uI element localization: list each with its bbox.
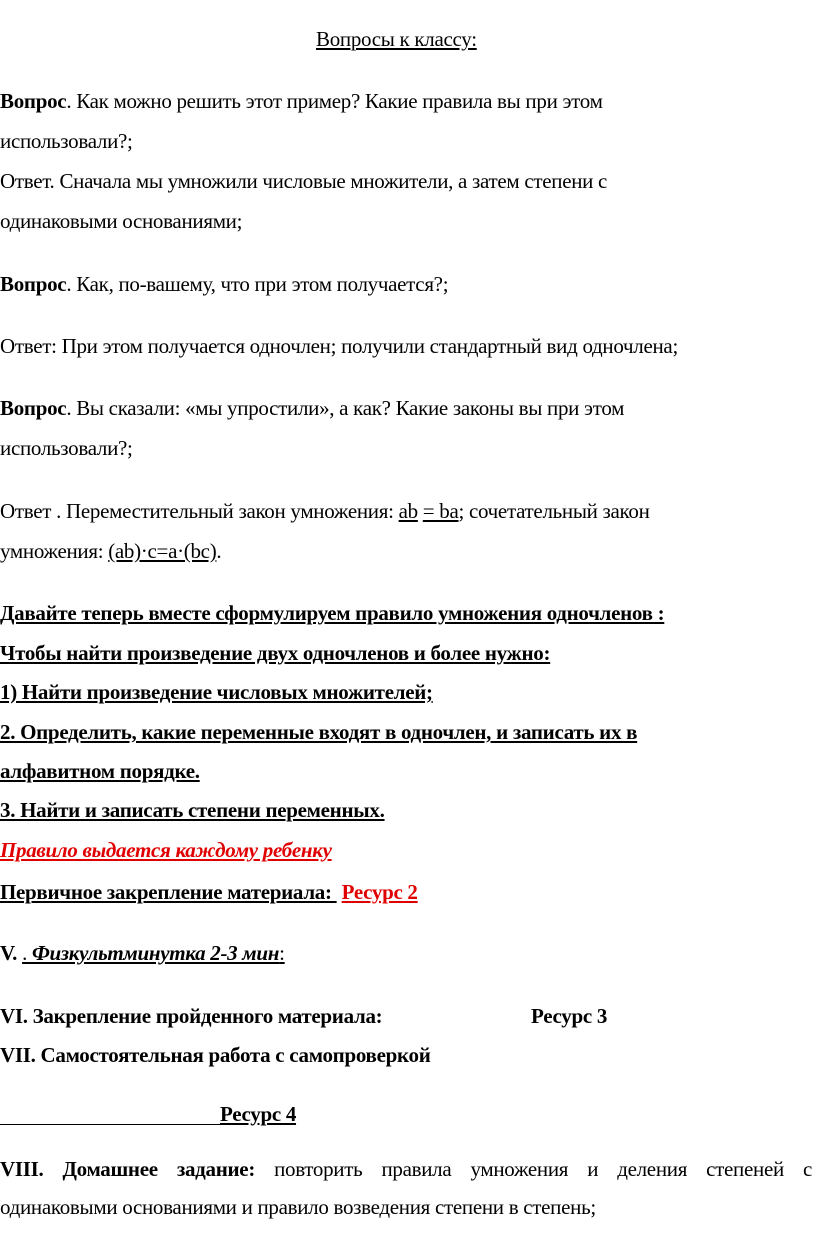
section-7: VII. Самостоятельная работа с самопроверкой [0,1043,431,1067]
question-label: Вопрос [0,396,67,420]
question-text: . Как можно решить этот пример? Какие правила вы при этом [66,89,603,113]
section-number: V. [0,941,23,965]
answer-3-cont [0,539,221,563]
question-3 [0,396,624,420]
resource-link[interactable]: Ресурс 2 [341,880,418,904]
question-1-cont: использовали?; [0,129,133,153]
rule-intro: Давайте теперь вместе сформулируем правило умножения одночленов : [0,601,665,625]
question-text: . Вы сказали: «мы упростили», а как? Какие законы вы при этом [66,396,625,420]
answer-2: Ответ: При этом получается одночлен; получили стандартный вид одночлена; [0,334,678,358]
section-6: VI. Закрепление пройденного материала: [0,1004,383,1028]
separator: : [279,941,285,965]
question-1 [0,89,603,113]
homework-text: повторить правила умножения и деления степеней с [255,1157,812,1181]
answer-1-cont: одинаковыми основаниями; [0,209,243,233]
rule-note: Правило выдается каждому ребенку [0,838,332,862]
resource-3[interactable]: Ресурс 3 [531,1004,608,1028]
homework-label: VIII. Домашнее задание: [0,1157,256,1181]
page-title: Вопросы к классу: [316,27,477,51]
answer-text: Ответ . Переместительный закон умножения: [0,499,399,523]
rule-step-3: 3. Найти и записать степени переменных. [0,798,385,822]
blank-underline [0,1124,220,1125]
section-5 [0,941,285,965]
question-2 [0,272,448,296]
answer-text: умножения: [0,539,109,563]
formula-associative: (ab)·c=a·(bc) [108,539,217,563]
rule-step-1: 1) Найти произведение числовых множителей; [0,680,433,704]
section-title: Физкультминутка 2-3 мин [31,941,280,965]
answer-3 [0,499,650,523]
question-3-cont: использовали?; [0,436,133,460]
section-label: Первичное закрепление материала: [0,880,337,904]
primary-consolidation [0,880,418,904]
answer-text: . [216,539,222,563]
question-label: Вопрос [0,89,67,113]
answer-1: Ответ. Сначала мы умножили числовые множители, а затем степени с [0,169,608,193]
homework-cont: одинаковыми основаниями и правило возведения степени в степень; [0,1195,596,1219]
rule-lead: Чтобы найти произведение двух одночленов и более нужно: [0,641,551,665]
separator: . [22,941,32,965]
question-label: Вопрос [0,272,67,296]
answer-text: ; сочетательный закон [458,499,650,523]
rule-step-2: 2. Определить, какие переменные входят в одночлен, и записать их в [0,720,638,744]
rule-step-2-cont: алфавитном порядке. [0,759,200,783]
formula-commutative-right: = ba [422,499,459,523]
resource-4[interactable]: Ресурс 4 [220,1102,297,1126]
formula-commutative-left: ab [398,499,418,523]
homework [0,1157,812,1181]
question-text: . Как, по-вашему, что при этом получается?; [66,272,449,296]
